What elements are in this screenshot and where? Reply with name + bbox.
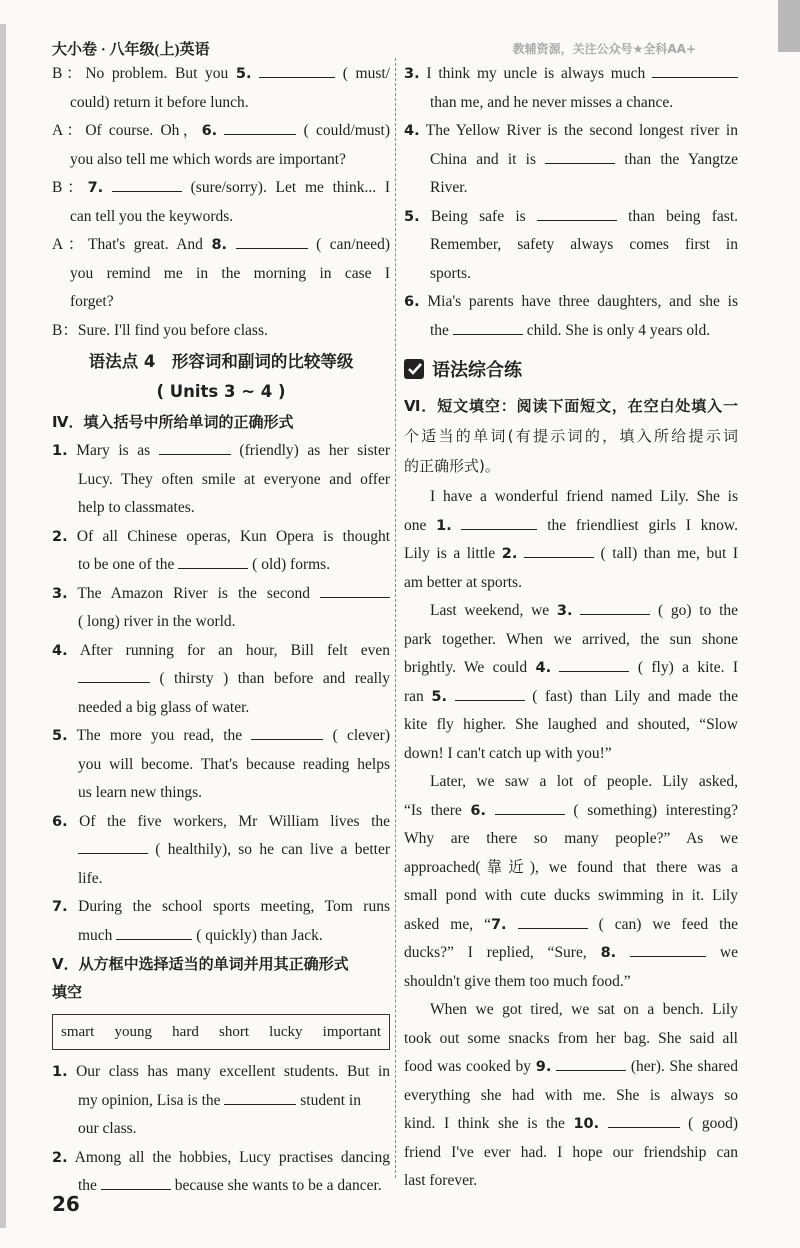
dialogue-line: A：Of course. Oh，6. ( could/must) — [52, 117, 390, 146]
answer-blank[interactable] — [224, 118, 296, 135]
question-line: ( healthily), so he can live a better — [52, 836, 390, 865]
question-line: ( thirsty ) than before and really — [52, 665, 390, 694]
section-4-title: Ⅳ．填入括号中所给单词的正确形式 — [52, 413, 294, 431]
passage-line: am better at sports. — [404, 573, 522, 591]
page-number: 26 — [52, 1192, 80, 1216]
passage-line: took out some snacks from her bag. She said all — [404, 1029, 738, 1047]
passage-line: brightly. We could 4. ( fly) a kite. I — [404, 654, 738, 683]
question-line: the child. She is only 4 years old. — [404, 317, 738, 346]
passage-line: one 1. the friendliest girls I know. — [404, 512, 738, 541]
word-option: smart — [61, 1023, 95, 1040]
word-box — [52, 1014, 390, 1050]
answer-blank[interactable] — [259, 61, 335, 78]
left-column — [52, 60, 390, 1201]
passage-line: Lily is a little 2. ( tall) than me, but I — [404, 540, 738, 569]
dialogue-line: B：No problem. But you 5. ( must/ — [52, 60, 390, 89]
practice-heading — [404, 351, 738, 387]
checkbox-icon — [404, 359, 424, 379]
answer-blank[interactable] — [495, 798, 565, 815]
passage-line: down! I can't catch up with you!” — [404, 744, 612, 762]
answer-blank[interactable] — [101, 1173, 171, 1190]
answer-blank[interactable] — [556, 1054, 626, 1071]
question-line: needed a big glass of water. — [78, 698, 250, 716]
passage-line: kind. I think she is the 10. ( good) — [404, 1110, 738, 1139]
passage-line: asked me, “7. ( can) we feed the — [404, 911, 738, 940]
passage-line: kite fly higher. She laughed and shouted, “Slow — [404, 716, 738, 733]
answer-blank[interactable] — [116, 923, 192, 940]
dialogue-line: can tell you the keywords. — [70, 207, 234, 225]
passage-line: I have a wonderful friend named Lily. She is — [430, 488, 738, 505]
answer-blank[interactable] — [251, 723, 323, 740]
question-line: you will become. That's because reading helps — [78, 755, 390, 773]
answer-blank[interactable] — [608, 1111, 680, 1128]
question-line: China and it is than the Yangtze — [404, 146, 738, 175]
question-item: 7. During the school sports meeting, Tom runs — [52, 898, 391, 915]
answer-blank[interactable] — [580, 598, 650, 615]
dialogue-line: you also tell me which words are important? — [70, 150, 346, 168]
left-margin-bar — [0, 24, 6, 1228]
passage-line: Later, we saw a lot of people. Lily asked, — [430, 773, 738, 790]
word-option: important — [322, 1023, 381, 1040]
corner-tab — [778, 0, 800, 52]
passage-line: When we got tired, we sat on a bench. Lily — [430, 1001, 738, 1018]
section-6-title: Ⅵ．短文填空：阅读下面短文，在空白处填入一 — [404, 397, 738, 415]
answer-blank[interactable] — [537, 204, 617, 221]
question-item: 3. The Amazon River is the second — [52, 580, 390, 609]
answer-blank[interactable] — [78, 666, 150, 683]
section-4-items — [52, 437, 390, 950]
question-line: Remember, safety always comes first in — [430, 236, 738, 253]
answer-blank[interactable] — [178, 552, 248, 569]
passage-line: shouldn't give them too much food.” — [404, 972, 631, 990]
answer-blank[interactable] — [455, 684, 525, 701]
section-5-title: Ⅴ．从方框中选择适当的单词并用其正确形式 — [52, 955, 349, 973]
question-line: us learn new things. — [78, 784, 202, 801]
question-item: 4. The Yellow River is the second longest river in — [404, 122, 738, 139]
grammar-point-title: 语法点 4 形容词和副词的比较等级 — [88, 352, 354, 371]
passage — [404, 483, 738, 1196]
answer-blank[interactable] — [518, 912, 588, 929]
word-option: short — [219, 1023, 249, 1040]
dialogue-line: you remind me in the morning in case I — [70, 264, 390, 282]
passage-line: Why are there so many people?” As we — [404, 830, 738, 847]
section-6-title-cont: 个适当的单词(有提示词的，填入所给提示词 — [404, 427, 738, 445]
word-option: young — [114, 1023, 152, 1040]
answer-blank[interactable] — [320, 581, 390, 598]
passage-line: ran 5. ( fast) than Lily and made the — [404, 683, 738, 712]
question-line: than me, and he never misses a chance. — [430, 93, 674, 111]
answer-blank[interactable] — [159, 438, 231, 455]
answer-blank[interactable] — [236, 232, 308, 249]
column-divider — [395, 58, 396, 1178]
question-line: much ( quickly) than Jack. — [52, 922, 390, 951]
answer-blank[interactable] — [461, 513, 537, 530]
question-item: 5. The more you read, the ( clever) — [52, 722, 390, 751]
answer-blank[interactable] — [524, 541, 594, 558]
answer-blank[interactable] — [224, 1088, 296, 1105]
answer-blank[interactable] — [652, 61, 738, 78]
passage-line: park together. When we arrived, the sun shone — [404, 630, 738, 648]
passage-line: approached(靠近), we found that there was a — [404, 858, 738, 876]
answer-blank[interactable] — [545, 147, 615, 164]
right-column — [404, 60, 738, 1196]
question-line: sports. — [430, 264, 471, 282]
practice-title: 语法综合练 — [432, 360, 522, 381]
question-line: River. — [430, 179, 468, 196]
question-item: 2. Among all the hobbies, Lucy practises dancing — [52, 1148, 390, 1166]
question-item: 1. Our class has many excellent students. But in — [52, 1063, 390, 1080]
dialogue-line: B：7. (sure/sorry). Let me think... I — [52, 174, 390, 203]
question-item: 1. Mary is as (friendly) as her sister — [52, 437, 390, 466]
passage-line: friend I've ever had. I hope our friendship can — [404, 1143, 738, 1161]
section-5-title-cont: 填空 — [52, 983, 83, 1001]
question-item: 6. Mia's parents have three daughters, and she is — [404, 293, 738, 310]
passage-line: ducks?” I replied, “Sure, 8. we — [404, 939, 738, 968]
answer-blank[interactable] — [78, 837, 148, 854]
book-title: 大小卷 · 八年级(上)英语 — [52, 42, 210, 58]
dialogue — [52, 60, 390, 345]
question-item: 6. Of the five workers, Mr William lives the — [52, 812, 391, 830]
dialogue-line: B：Sure. I'll find you before class. — [52, 321, 268, 339]
question-line: ( long) river in the world. — [78, 613, 236, 630]
question-line: Lucy. They often smile at everyone and offer — [78, 470, 390, 488]
dialogue-line: A：That's great. And 8. ( can/need) — [52, 231, 390, 260]
answer-blank[interactable] — [453, 318, 523, 335]
question-line: life. — [78, 869, 103, 887]
answer-blank[interactable] — [559, 655, 629, 672]
question-item: 4. After running for an hour, Bill felt even — [52, 641, 390, 659]
word-option: lucky — [269, 1023, 303, 1040]
watermark-text: 教辅资源，关注公众号★全科AA+ — [512, 42, 696, 56]
question-line: our class. — [78, 1120, 137, 1137]
passage-line: everything she had with me. She is always so — [404, 1086, 738, 1104]
question-item: 5. Being safe is than being fast. — [404, 203, 738, 232]
passage-line: “Is there 6. ( something) interesting? — [404, 797, 738, 826]
question-item: 2. Of all Chinese operas, Kun Opera is thought — [52, 527, 391, 545]
question-line: to be one of the ( old) forms. — [52, 551, 390, 580]
passage-line: last forever. — [404, 1172, 478, 1189]
question-line: my opinion, Lisa is the student in — [52, 1087, 390, 1116]
answer-blank[interactable] — [630, 940, 706, 957]
dialogue-line: forget? — [70, 293, 114, 310]
passage-line: food was cooked by 9. (her). She shared — [404, 1053, 738, 1082]
word-option: hard — [172, 1023, 199, 1040]
question-line: help to classmates. — [78, 499, 195, 516]
section-4-items-cont — [404, 60, 738, 345]
section-5-items — [52, 1058, 390, 1201]
grammar-point-units: ( Units 3 ~ 4 ) — [156, 382, 286, 401]
section-6-title-end: 的正确形式)。 — [404, 457, 500, 475]
question-line: the because she wants to be a dancer. — [52, 1172, 390, 1201]
answer-blank[interactable] — [112, 175, 182, 192]
passage-line: small pond with cute ducks swimming in it. Lily — [404, 887, 738, 904]
passage-line: Last weekend, we 3. ( go) to the — [404, 597, 738, 626]
dialogue-line: could) return it before lunch. — [70, 93, 249, 111]
question-item: 3. I think my uncle is always much — [404, 60, 738, 89]
